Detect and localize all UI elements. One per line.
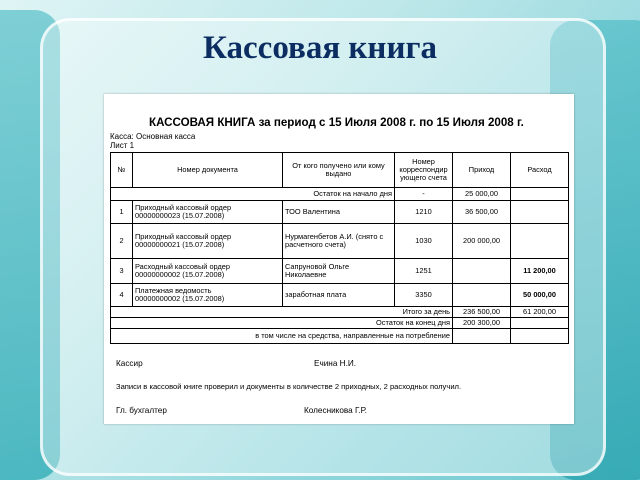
- sheet-label: Лист 1: [110, 141, 135, 150]
- cashier-name: Ечина Н.И.: [314, 359, 356, 368]
- row-party: ТОО Валентина: [283, 200, 395, 223]
- row-doc-line1: Расходный кассовый ордер: [135, 262, 231, 272]
- row-doc-line2: 00000000002 (15.07.2008): [135, 293, 225, 303]
- table-header-row: [111, 153, 569, 188]
- cash-book-document: [104, 94, 574, 424]
- including-income: [453, 329, 511, 344]
- row-expense: 50 000,00: [511, 283, 569, 306]
- table-row: [111, 258, 569, 283]
- total-expense: 61 200,00: [511, 306, 569, 317]
- including-expense: [511, 329, 569, 344]
- opening-dash: -: [395, 188, 453, 200]
- table-row: [111, 223, 569, 258]
- consumption-row: [111, 329, 569, 344]
- total-income: 236 500,00: [453, 306, 511, 317]
- row-doc-line2: 00000000023 (15.07.2008): [135, 210, 225, 220]
- row-num: 3: [111, 258, 133, 283]
- row-doc-line1: Платежная ведомость: [135, 285, 212, 295]
- row-account: 1251: [395, 258, 453, 283]
- closing-expense: [511, 317, 569, 328]
- row-doc: [133, 223, 283, 258]
- closing-income: 200 300,00: [453, 317, 511, 328]
- row-account: 1210: [395, 200, 453, 223]
- col-expense-header: Расход: [511, 153, 569, 188]
- including-label: в том числе на средства, направленные на потребление: [111, 329, 453, 344]
- row-income: 36 500,00: [453, 200, 511, 223]
- row-num: 4: [111, 283, 133, 306]
- row-doc-line1: Приходный кассовый ордер: [135, 202, 232, 212]
- row-expense: [511, 223, 569, 258]
- accountant-name: Колесникова Г.Р.: [304, 406, 367, 415]
- col-num-header: №: [111, 153, 133, 188]
- row-doc: [133, 258, 283, 283]
- row-expense: 11 200,00: [511, 258, 569, 283]
- opening-expense: [511, 188, 569, 200]
- table-row: [111, 283, 569, 306]
- row-doc: [133, 200, 283, 223]
- col-doc-header: Номер документа: [133, 153, 283, 188]
- row-party: Нурмагенбетов А.И. (снято с расчетного счета): [283, 223, 395, 258]
- row-party: заработная плата: [283, 283, 395, 306]
- table-row: [111, 200, 569, 223]
- row-account: 1030: [395, 223, 453, 258]
- row-income: [453, 258, 511, 283]
- row-doc-line2: 00000000002 (15.07.2008): [135, 269, 225, 279]
- row-doc-line1: Приходный кассовый ордер: [135, 231, 232, 241]
- opening-label: Остаток на начало дня: [111, 188, 395, 200]
- total-label: Итого за день: [111, 306, 453, 317]
- row-doc-line2: 00000000021 (15.07.2008): [135, 239, 225, 249]
- row-party: Сапруновой Ольге Николаевне: [283, 258, 395, 283]
- total-row: [111, 306, 569, 317]
- opening-income: 25 000,00: [453, 188, 511, 200]
- row-num: 1: [111, 200, 133, 223]
- cash-book-table: [110, 152, 569, 344]
- col-income-header: Приход: [453, 153, 511, 188]
- row-income: 200 000,00: [453, 223, 511, 258]
- closing-label: Остаток на конец дня: [111, 317, 453, 328]
- accountant-label: Гл. бухгалтер: [116, 406, 167, 415]
- row-expense: [511, 200, 569, 223]
- opening-balance-row: [111, 188, 569, 200]
- document-heading: КАССОВАЯ КНИГА за период с 15 Июля 2008 г. по 15 Июля 2008 г.: [149, 116, 524, 129]
- col-party-header: От кого получено или кому выдано: [283, 153, 395, 188]
- slide-title: Кассовая книга: [203, 30, 437, 66]
- cashbox-label: Касса: Основная касса: [110, 132, 196, 141]
- closing-balance-row: [111, 317, 569, 328]
- row-account: 3350: [395, 283, 453, 306]
- row-num: 2: [111, 223, 133, 258]
- col-account-header: Номер корреспондир ующего счета: [395, 153, 453, 188]
- verification-note: Записи в кассовой книге проверил и документы в количестве 2 приходных, 2 расходных получил.: [116, 382, 462, 391]
- row-income: [453, 283, 511, 306]
- cashier-label: Кассир: [116, 359, 143, 368]
- row-doc: [133, 283, 283, 306]
